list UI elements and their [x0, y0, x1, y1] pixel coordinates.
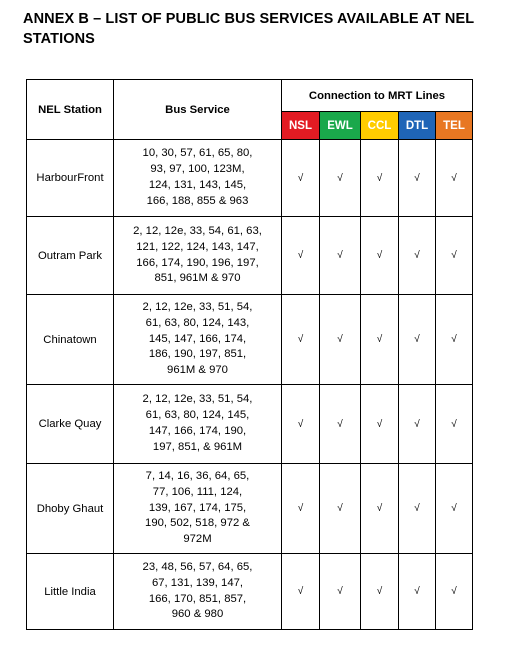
bus-service-list [114, 554, 282, 630]
station-name: Outram Park [27, 217, 114, 295]
bus-service-line: 121, 122, 124, 143, 147, [136, 240, 259, 253]
bus-service-list [114, 464, 282, 554]
connection-tick-ccl: √ [361, 295, 399, 385]
connection-tick-nsl: √ [282, 464, 320, 554]
bus-service-line: 7, 14, 16, 36, 64, 65, [145, 470, 250, 482]
station-name: HarbourFront [27, 140, 114, 217]
connection-header: Connection to MRT Lines [282, 80, 473, 112]
bus-service-line: 145, 147, 166, 174, [148, 332, 247, 345]
connection-tick-ccl: √ [361, 554, 399, 630]
bus-service-line: 166, 174, 190, 196, 197, [136, 256, 259, 269]
station-name: Clarke Quay [27, 385, 114, 464]
table-row [27, 385, 473, 464]
bus-service-list [114, 140, 282, 217]
connection-tick-ccl: √ [361, 217, 399, 295]
bus-service-line: 77, 106, 111, 124, [152, 485, 243, 498]
connection-tick-ccl: √ [361, 385, 399, 464]
connection-tick-ewl: √ [320, 295, 361, 385]
bus-service-line: 972M [183, 533, 212, 546]
station-name: Little India [27, 554, 114, 630]
bus-service-line: 166, 170, 851, 857, [148, 592, 247, 605]
connection-tick-dtl: √ [399, 295, 436, 385]
connection-tick-nsl: √ [282, 554, 320, 630]
station-name: Dhoby Ghaut [27, 464, 114, 554]
bus-service-line: 186, 190, 197, 851, [148, 348, 247, 361]
line-header-ccl: CCL [361, 112, 399, 140]
bus-service-line: 139, 167, 174, 175, [148, 501, 247, 514]
connection-tick-tel: √ [436, 554, 473, 630]
line-header-nsl: NSL [282, 112, 320, 140]
table-row [27, 554, 473, 630]
connection-tick-dtl: √ [399, 554, 436, 630]
bus-service-line: 197, 851, & 961M [152, 440, 243, 453]
connection-tick-nsl: √ [282, 385, 320, 464]
connection-tick-dtl: √ [399, 385, 436, 464]
connection-tick-dtl: √ [399, 140, 436, 217]
station-name: Chinatown [27, 295, 114, 385]
connection-tick-tel: √ [436, 140, 473, 217]
connection-tick-ccl: √ [361, 464, 399, 554]
bus-service-line: 166, 188, 855 & 963 [146, 194, 249, 207]
bus-service-line: 93, 97, 100, 123M, [150, 163, 245, 176]
bus-service-line: 190, 502, 518, 972 & [145, 517, 250, 530]
connection-tick-ewl: √ [320, 140, 361, 217]
page-title: ANNEX B – LIST OF PUBLIC BUS SERVICES AVAILABLE AT NEL STATIONS [23, 11, 474, 47]
connection-tick-ccl: √ [361, 140, 399, 217]
table-row [27, 464, 473, 554]
bus-service-line: 2, 12, 12e, 33, 51, 54, [142, 393, 253, 406]
bus-service-list [114, 385, 282, 464]
line-header-tel: TEL [436, 112, 473, 140]
bus-service-line: 2, 12, 12e, 33, 54, 61, 63, [133, 224, 262, 237]
connection-tick-ewl: √ [320, 554, 361, 630]
bus-service-line: 851, 961M & 970 [154, 272, 241, 285]
connection-tick-nsl: √ [282, 217, 320, 295]
bus-service-line: 2, 12, 12e, 33, 51, 54, [142, 301, 253, 313]
connection-tick-dtl: √ [399, 464, 436, 554]
connection-tick-tel: √ [436, 385, 473, 464]
connection-tick-dtl: √ [399, 217, 436, 295]
bus-service-line: 23, 48, 56, 57, 64, 65, [142, 560, 253, 573]
connection-tick-nsl: √ [282, 140, 320, 217]
bus-service-line: 67, 131, 139, 147, [151, 576, 244, 589]
bus-service-line: 960 & 980 [171, 608, 224, 621]
bus-services-table [26, 79, 473, 630]
bus-service-line: 61, 63, 80, 124, 145, [145, 409, 250, 422]
connection-tick-tel: √ [436, 295, 473, 385]
bus-service-line: 961M & 970 [167, 364, 228, 377]
bus-service-line: 147, 166, 174, 190, [148, 425, 247, 437]
bus-service-column-header: Bus Service [114, 80, 282, 140]
connection-tick-ewl: √ [320, 385, 361, 464]
connection-tick-tel: √ [436, 217, 473, 295]
bus-service-list [114, 217, 282, 295]
bus-service-list [114, 295, 282, 385]
table-row [27, 217, 473, 295]
station-column-header: NEL Station [27, 80, 114, 140]
connection-tick-ewl: √ [320, 217, 361, 295]
bus-service-line: 124, 131, 143, 145, [148, 179, 247, 191]
bus-service-line: 10, 30, 57, 61, 65, 80, [142, 147, 253, 160]
connection-tick-tel: √ [436, 464, 473, 554]
line-header-dtl: DTL [399, 112, 436, 140]
connection-tick-nsl: √ [282, 295, 320, 385]
connection-tick-ewl: √ [320, 464, 361, 554]
table-row [27, 140, 473, 217]
bus-service-line: 61, 63, 80, 124, 143, [145, 316, 250, 329]
line-header-ewl: EWL [320, 112, 361, 140]
table-row [27, 295, 473, 385]
